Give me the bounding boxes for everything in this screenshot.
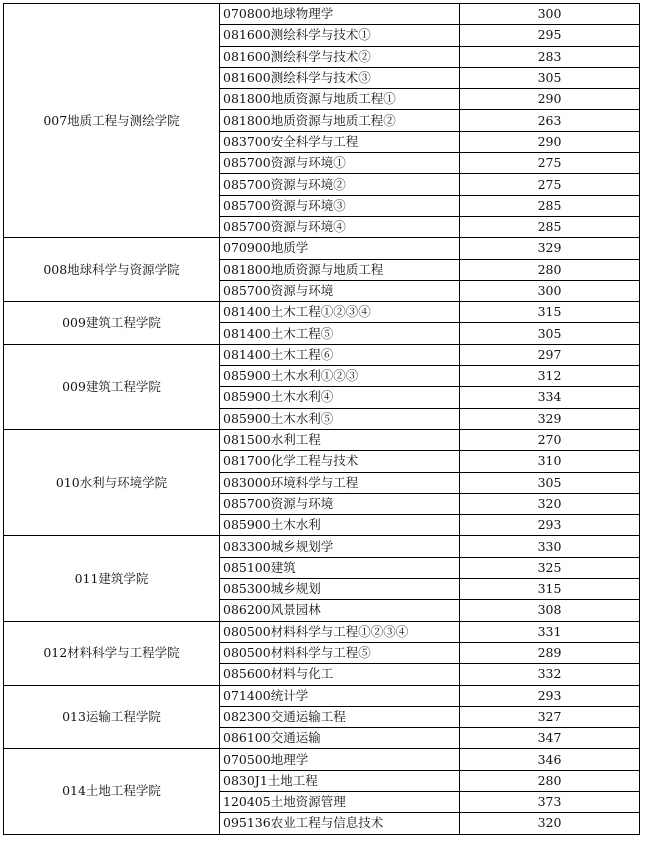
major-name: 081500水利工程 bbox=[220, 429, 460, 450]
major-name: 070900地质学 bbox=[220, 238, 460, 259]
table-row bbox=[4, 536, 640, 557]
major-name: 080500材料科学与工程①②③④ bbox=[220, 621, 460, 642]
major-name: 085300城乡规划 bbox=[220, 579, 460, 600]
min-score: 280 bbox=[460, 770, 640, 791]
min-score: 295 bbox=[460, 25, 640, 46]
min-score: 332 bbox=[460, 664, 640, 685]
min-score: 293 bbox=[460, 685, 640, 706]
min-score: 289 bbox=[460, 642, 640, 663]
major-name: 081700化学工程与技术 bbox=[220, 451, 460, 472]
major-name: 083700安全科学与工程 bbox=[220, 131, 460, 152]
college-name: 013运输工程学院 bbox=[4, 685, 220, 749]
min-score: 329 bbox=[460, 408, 640, 429]
min-score: 290 bbox=[460, 89, 640, 110]
min-score: 327 bbox=[460, 706, 640, 727]
major-name: 083000环境科学与工程 bbox=[220, 472, 460, 493]
min-score: 325 bbox=[460, 557, 640, 578]
min-score: 308 bbox=[460, 600, 640, 621]
min-score: 300 bbox=[460, 4, 640, 25]
major-name: 085700资源与环境 bbox=[220, 280, 460, 301]
min-score: 290 bbox=[460, 131, 640, 152]
min-score: 305 bbox=[460, 472, 640, 493]
min-score: 315 bbox=[460, 302, 640, 323]
min-score: 373 bbox=[460, 791, 640, 812]
major-name: 085700资源与环境④ bbox=[220, 216, 460, 237]
min-score: 305 bbox=[460, 323, 640, 344]
table-row bbox=[4, 238, 640, 259]
min-score: 331 bbox=[460, 621, 640, 642]
min-score: 275 bbox=[460, 153, 640, 174]
major-name: 070500地理学 bbox=[220, 749, 460, 770]
college-name: 010水利与环境学院 bbox=[4, 429, 220, 535]
major-name: 081400土木工程①②③④ bbox=[220, 302, 460, 323]
table-row bbox=[4, 749, 640, 770]
college-name: 007地质工程与测绘学院 bbox=[4, 4, 220, 238]
table-row bbox=[4, 4, 640, 25]
min-score: 280 bbox=[460, 259, 640, 280]
major-name: 081600测绘科学与技术① bbox=[220, 25, 460, 46]
min-score: 300 bbox=[460, 280, 640, 301]
min-score: 270 bbox=[460, 429, 640, 450]
min-score: 312 bbox=[460, 366, 640, 387]
min-score: 275 bbox=[460, 174, 640, 195]
major-name: 0830J1土地工程 bbox=[220, 770, 460, 791]
major-name: 085900土木水利①②③ bbox=[220, 366, 460, 387]
min-score: 263 bbox=[460, 110, 640, 131]
min-score: 329 bbox=[460, 238, 640, 259]
score-table-body bbox=[4, 4, 640, 835]
min-score: 285 bbox=[460, 195, 640, 216]
min-score: 320 bbox=[460, 493, 640, 514]
major-name: 080500材料科学与工程⑤ bbox=[220, 642, 460, 663]
min-score: 347 bbox=[460, 728, 640, 749]
major-name: 085600材料与化工 bbox=[220, 664, 460, 685]
major-name: 085700资源与环境② bbox=[220, 174, 460, 195]
min-score: 315 bbox=[460, 579, 640, 600]
major-name: 120405土地资源管理 bbox=[220, 791, 460, 812]
major-name: 081800地质资源与地质工程① bbox=[220, 89, 460, 110]
min-score: 285 bbox=[460, 216, 640, 237]
major-name: 085900土木水利 bbox=[220, 515, 460, 536]
college-name: 009建筑工程学院 bbox=[4, 344, 220, 429]
table-row bbox=[4, 685, 640, 706]
college-name: 008地球科学与资源学院 bbox=[4, 238, 220, 302]
min-score: 283 bbox=[460, 46, 640, 67]
college-name: 011建筑学院 bbox=[4, 536, 220, 621]
major-name: 085900土木水利④ bbox=[220, 387, 460, 408]
min-score: 320 bbox=[460, 813, 640, 834]
min-score: 346 bbox=[460, 749, 640, 770]
major-name: 081800地质资源与地质工程 bbox=[220, 259, 460, 280]
college-name: 009建筑工程学院 bbox=[4, 302, 220, 345]
major-name: 085100建筑 bbox=[220, 557, 460, 578]
major-name: 081400土木工程⑥ bbox=[220, 344, 460, 365]
major-name: 071400统计学 bbox=[220, 685, 460, 706]
min-score: 310 bbox=[460, 451, 640, 472]
table-row bbox=[4, 302, 640, 323]
major-name: 085700资源与环境③ bbox=[220, 195, 460, 216]
score-table bbox=[3, 3, 640, 835]
major-name: 081600测绘科学与技术② bbox=[220, 46, 460, 67]
table-row bbox=[4, 429, 640, 450]
min-score: 305 bbox=[460, 67, 640, 88]
major-name: 083300城乡规划学 bbox=[220, 536, 460, 557]
major-name: 081800地质资源与地质工程② bbox=[220, 110, 460, 131]
college-name: 014土地工程学院 bbox=[4, 749, 220, 834]
major-name: 085900土木水利⑤ bbox=[220, 408, 460, 429]
college-name: 012材料科学与工程学院 bbox=[4, 621, 220, 685]
min-score: 334 bbox=[460, 387, 640, 408]
major-name: 070800地球物理学 bbox=[220, 4, 460, 25]
min-score: 297 bbox=[460, 344, 640, 365]
table-row bbox=[4, 621, 640, 642]
major-name: 086200风景园林 bbox=[220, 600, 460, 621]
major-name: 081400土木工程⑤ bbox=[220, 323, 460, 344]
min-score: 330 bbox=[460, 536, 640, 557]
min-score: 293 bbox=[460, 515, 640, 536]
major-name: 081600测绘科学与技术③ bbox=[220, 67, 460, 88]
major-name: 082300交通运输工程 bbox=[220, 706, 460, 727]
major-name: 095136农业工程与信息技术 bbox=[220, 813, 460, 834]
major-name: 085700资源与环境 bbox=[220, 493, 460, 514]
major-name: 085700资源与环境① bbox=[220, 153, 460, 174]
major-name: 086100交通运输 bbox=[220, 728, 460, 749]
table-row bbox=[4, 344, 640, 365]
